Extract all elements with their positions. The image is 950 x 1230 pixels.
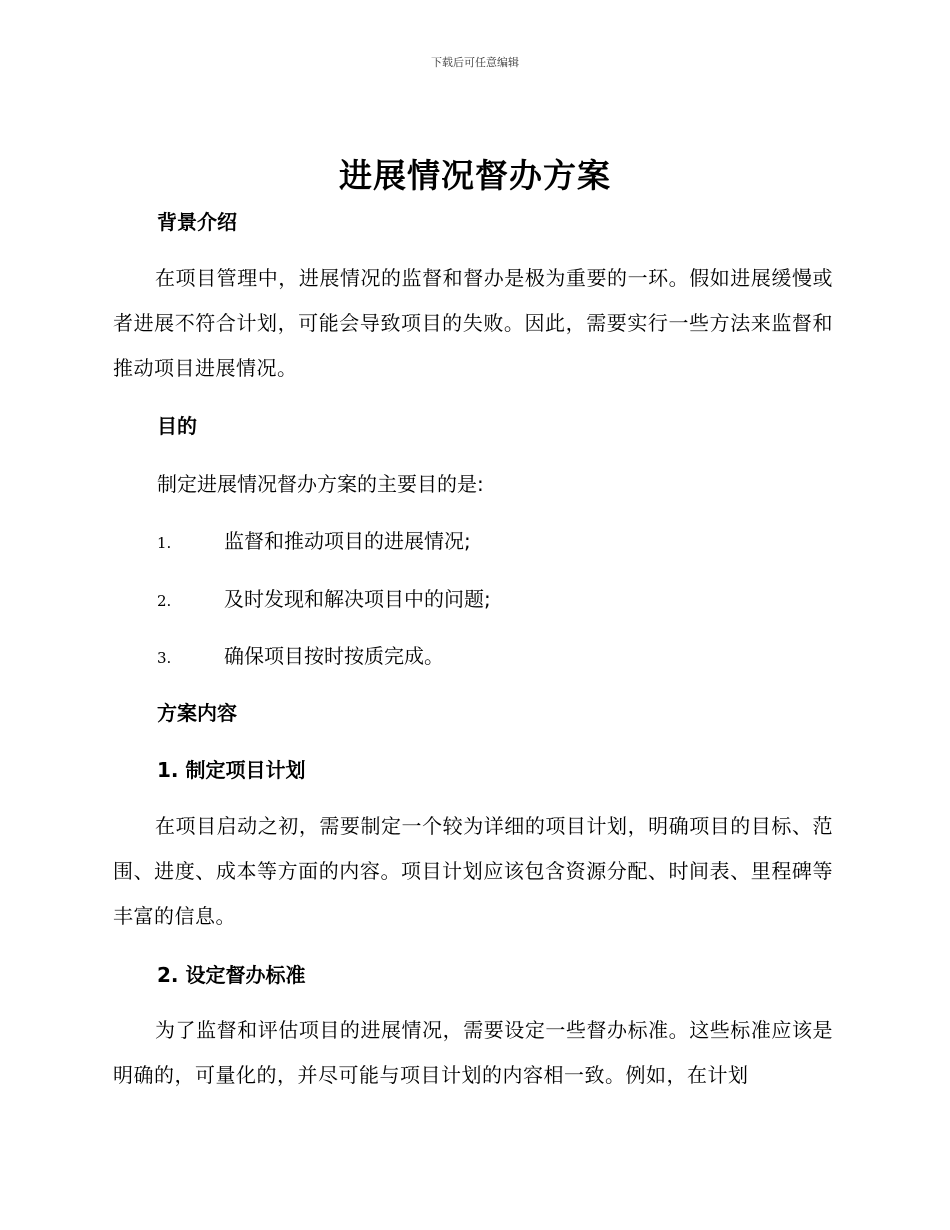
- document-title: 进展情况督办方案: [339, 156, 611, 195]
- subsection-heading-standards: 2. 设定督办标准: [157, 963, 306, 987]
- section-heading-purpose: 目的: [157, 414, 197, 438]
- list-item: [157, 527, 471, 557]
- background-paragraph: 在项目管理中，进展情况的监督和督办是极为重要的一环。假如进展缓慢或者进展不符合计划，可能会导致项目的失败。因此，需要实行一些方法来监督和推动项目进展情况。: [113, 266, 833, 380]
- plan-paragraph: 在项目启动之初，需要制定一个较为详细的项目计划，明确项目的目标、范围、进度、成本等方面的内容。项目计划应该包含资源分配、时间表、里程碑等丰富的信息。: [113, 814, 833, 928]
- list-text: 及时发现和解决项目中的问题;: [224, 587, 491, 611]
- page-header-note: 下载后可任意编辑: [431, 56, 519, 69]
- list-text: 确保项目按时按质完成。: [224, 644, 444, 668]
- list-number: 3.: [157, 649, 172, 667]
- list-item: [157, 585, 491, 615]
- purpose-intro: 制定进展情况督办方案的主要目的是:: [157, 472, 484, 496]
- standards-paragraph: 为了监督和评估项目的进展情况，需要设定一些督办标准。这些标准应该是明确的，可量化的，并尽可能与项目计划的内容相一致。例如，在计划: [113, 1018, 833, 1087]
- list-number: 1.: [157, 534, 172, 552]
- section-heading-background: 背景介绍: [157, 210, 237, 234]
- list-text: 监督和推动项目的进展情况;: [224, 529, 471, 553]
- list-item: [157, 642, 444, 672]
- section-heading-content: 方案内容: [157, 701, 237, 725]
- list-number: 2.: [157, 592, 172, 610]
- subsection-heading-plan: 1. 制定项目计划: [157, 758, 306, 782]
